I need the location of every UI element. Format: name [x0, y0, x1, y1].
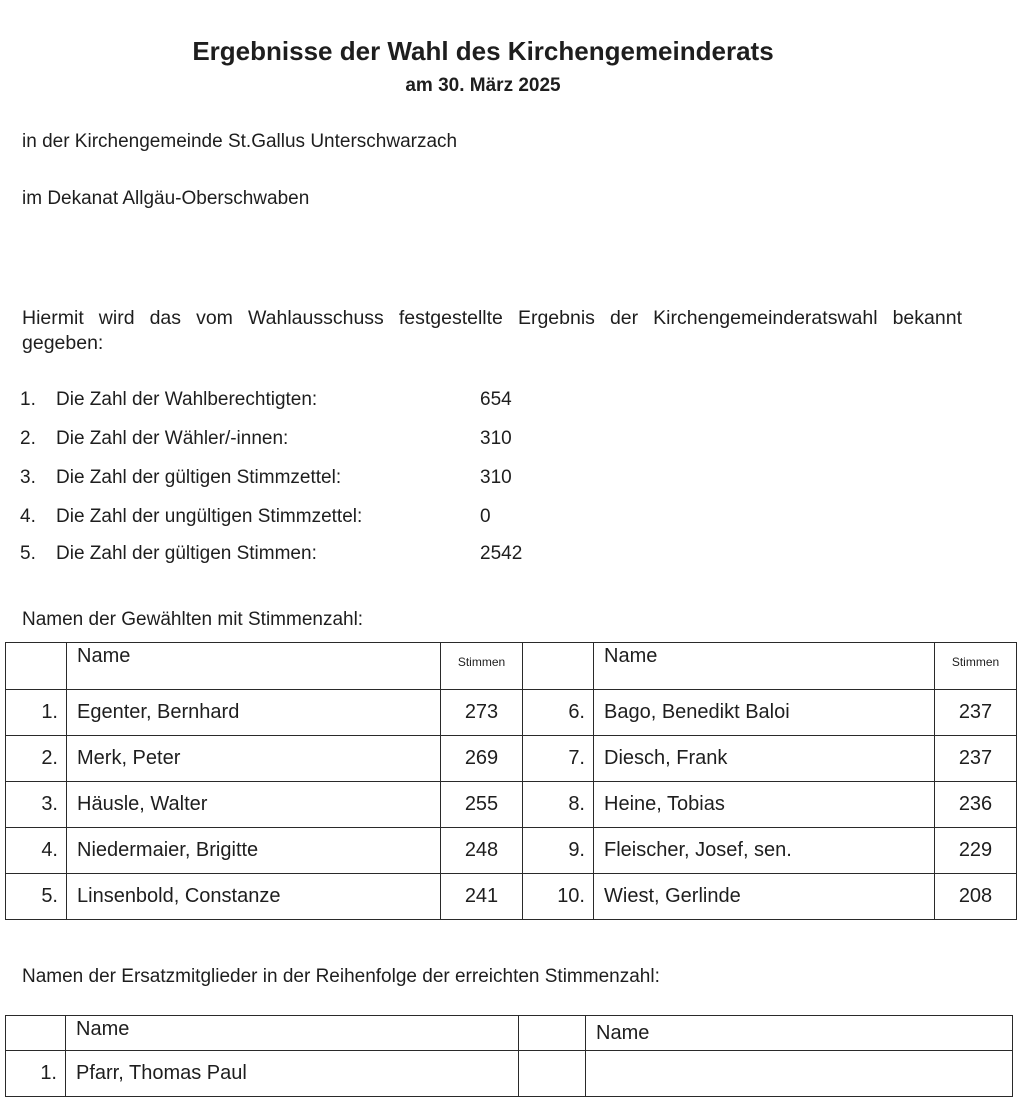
stat-label: Die Zahl der Wahlberechtigten:	[56, 389, 318, 410]
votes-cell: 237	[935, 690, 1017, 736]
votes-cell: 236	[935, 782, 1017, 828]
table-row	[6, 690, 1017, 736]
name-column-header: Name	[586, 1016, 1013, 1051]
votes-cell: 229	[935, 828, 1017, 874]
name-cell: Bago, Benedikt Baloi	[594, 690, 935, 736]
rank-cell: 6.	[523, 690, 594, 736]
name-column-header: Name	[67, 643, 441, 690]
stat-number: 3.	[20, 467, 36, 488]
votes-cell: 208	[935, 874, 1017, 920]
page-title: Ergebnisse der Wahl des Kirchengemeinderats	[192, 36, 774, 66]
stat-value: 0	[480, 506, 491, 527]
votes-cell: 241	[441, 874, 523, 920]
stat-label: Die Zahl der Wähler/-innen:	[56, 428, 289, 449]
table-header-row	[6, 1016, 1013, 1051]
rank-cell: 1.	[6, 1051, 66, 1097]
votes-column-header: Stimmen	[441, 643, 523, 690]
votes-cell: 269	[441, 736, 523, 782]
rank-header-cell	[6, 643, 67, 690]
substitutes-heading: Namen der Ersatzmitglieder in der Reihenfolge der erreichten Stimmenzahl:	[22, 966, 660, 987]
substitutes-table	[5, 1015, 1013, 1097]
name-cell: Egenter, Bernhard	[67, 690, 441, 736]
table-row	[6, 736, 1017, 782]
stat-number: 4.	[20, 506, 36, 527]
table-row	[6, 874, 1017, 920]
name-cell: Niedermaier, Brigitte	[67, 828, 441, 874]
table-row	[6, 782, 1017, 828]
votes-cell: 248	[441, 828, 523, 874]
name-cell: Fleischer, Josef, sen.	[594, 828, 935, 874]
stat-number: 5.	[20, 543, 36, 564]
stat-value: 310	[480, 428, 512, 449]
stat-label: Die Zahl der gültigen Stimmzettel:	[56, 467, 342, 488]
name-cell: Linsenbold, Constanze	[67, 874, 441, 920]
name-cell: Merk, Peter	[67, 736, 441, 782]
name-cell: Pfarr, Thomas Paul	[66, 1051, 519, 1097]
rank-cell: 10.	[523, 874, 594, 920]
rank-cell: 9.	[523, 828, 594, 874]
intro-paragraph: Hiermit wird das vom Wahlausschuss festgestellte Ergebnis der Kirchengemeinderatswahl bekannt gegeben:	[22, 307, 962, 354]
elected-heading: Namen der Gewählten mit Stimmenzahl:	[22, 609, 364, 630]
name-column-header: Name	[594, 643, 935, 690]
rank-header-cell	[523, 643, 594, 690]
rank-cell: 2.	[6, 736, 67, 782]
stat-label: Die Zahl der gültigen Stimmen:	[56, 543, 317, 564]
name-cell: Häusle, Walter	[67, 782, 441, 828]
stat-label: Die Zahl der ungültigen Stimmzettel:	[56, 506, 363, 527]
votes-column-header: Stimmen	[935, 643, 1017, 690]
votes-cell: 255	[441, 782, 523, 828]
rank-cell: 3.	[6, 782, 67, 828]
rank-cell	[519, 1051, 586, 1097]
deanery-line: im Dekanat Allgäu-Oberschwaben	[22, 188, 310, 209]
votes-cell: 237	[935, 736, 1017, 782]
rank-header-cell	[519, 1016, 586, 1051]
name-cell	[586, 1051, 1013, 1097]
table-row	[6, 828, 1017, 874]
name-cell: Heine, Tobias	[594, 782, 935, 828]
name-cell: Diesch, Frank	[594, 736, 935, 782]
rank-cell: 1.	[6, 690, 67, 736]
name-cell: Wiest, Gerlinde	[594, 874, 935, 920]
stat-value: 654	[480, 389, 512, 410]
votes-cell: 273	[441, 690, 523, 736]
rank-cell: 4.	[6, 828, 67, 874]
rank-header-cell	[6, 1016, 66, 1051]
stat-number: 2.	[20, 428, 36, 449]
rank-cell: 8.	[523, 782, 594, 828]
name-column-header: Name	[66, 1016, 519, 1051]
stat-value: 310	[480, 467, 512, 488]
table-header-row	[6, 643, 1017, 690]
stat-number: 1.	[20, 389, 36, 410]
table-row	[6, 1051, 1013, 1097]
parish-line: in der Kirchengemeinde St.Gallus Unterschwarzach	[22, 131, 458, 152]
elected-table	[5, 642, 1017, 920]
stat-value: 2542	[480, 543, 523, 564]
election-date: am 30. März 2025	[405, 75, 561, 96]
rank-cell: 7.	[523, 736, 594, 782]
rank-cell: 5.	[6, 874, 67, 920]
